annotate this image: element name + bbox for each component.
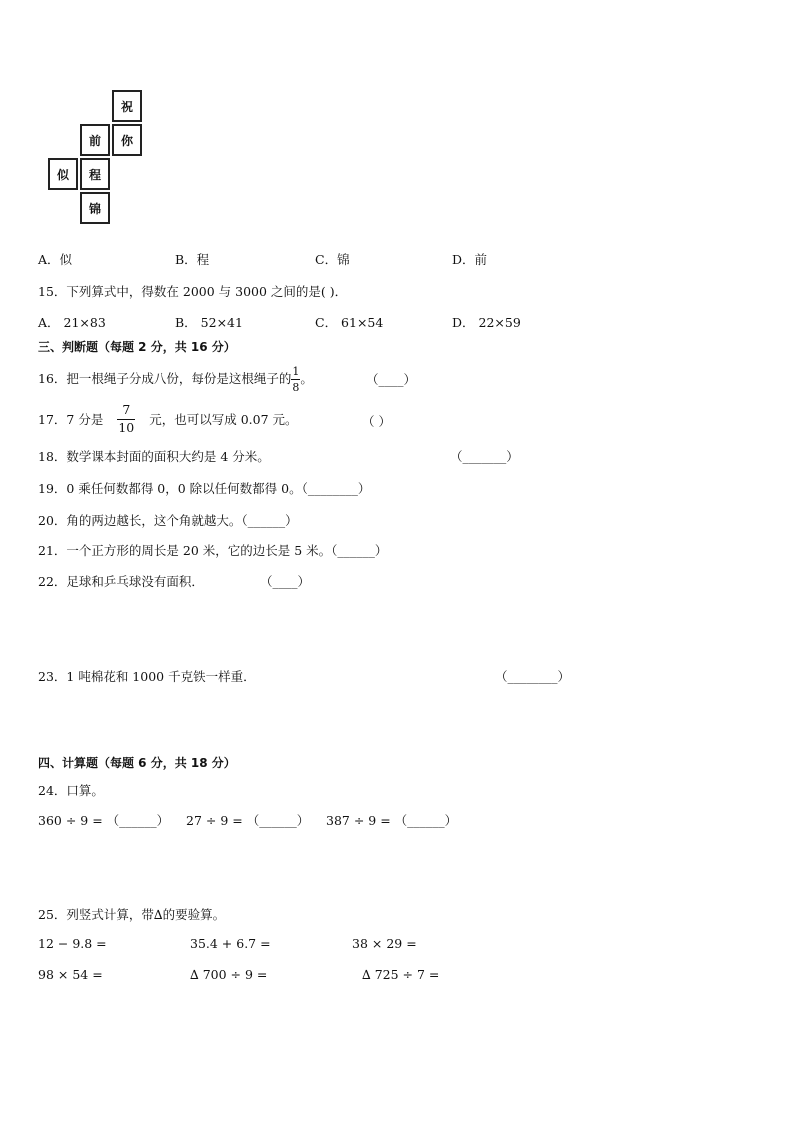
fraction-numerator: 1	[292, 365, 300, 378]
section-4-title: 四、计算题（每题 6 分，共 18 分）	[38, 756, 236, 770]
question-19: 19．0 乘任何数都得 0，0 除以任何数都得 0。（________）	[38, 481, 371, 496]
fraction	[117, 404, 135, 434]
option-d[interactable]: D． 22×59	[452, 315, 521, 330]
q16-text: 16．把一根绳子分成八份，每份是这根绳子的	[38, 371, 292, 386]
cube-net-cell: 你	[112, 124, 142, 156]
fraction-numerator: 7	[122, 402, 131, 417]
vertical-calc-item: ∆ 725 ÷ 7 =	[362, 967, 440, 982]
cube-net-cell: 锦	[80, 192, 110, 224]
option-d[interactable]: D．前	[452, 252, 488, 267]
oral-calc-item[interactable]: 360 ÷ 9 = （______）	[38, 813, 170, 828]
vertical-calc-item: 12 − 9.8 =	[38, 936, 107, 951]
question-25-stem: 25．列竖式计算，带∆的要验算。	[38, 907, 226, 922]
answer-blank[interactable]: （_______）	[450, 449, 519, 464]
section-3-title: 三、判断题（每题 2 分，共 16 分）	[38, 340, 236, 354]
cube-net-cell: 前	[80, 124, 110, 156]
oral-calc-item[interactable]: 27 ÷ 9 = （______）	[186, 813, 310, 828]
option-c[interactable]: C． 61×54	[315, 315, 384, 330]
cube-net-cell: 祝	[112, 90, 142, 122]
option-a[interactable]: A． 21×83	[38, 315, 106, 330]
answer-blank[interactable]: （____）	[366, 372, 417, 387]
option-c[interactable]: C．锦	[315, 252, 350, 267]
oral-calc-item[interactable]: 387 ÷ 9 = （______）	[326, 813, 458, 828]
q17-suffix: 元，也可以写成 0.07 元。	[149, 412, 298, 427]
question-24-stem: 24．口算。	[38, 783, 104, 798]
question-16	[38, 366, 313, 393]
answer-blank[interactable]: （ ）	[362, 414, 391, 429]
answer-blank[interactable]: （________）	[495, 669, 571, 684]
fraction-denominator: 8	[292, 381, 300, 394]
question-20: 20．角的两边越长，这个角就越大。（______）	[38, 513, 298, 528]
vertical-calc-item: 98 × 54 =	[38, 967, 103, 982]
question-22: 22．足球和乒乓球没有面积．	[38, 574, 204, 589]
vertical-calc-item: ∆ 700 ÷ 9 =	[190, 967, 268, 982]
question-21: 21．一个正方形的周长是 20 米，它的边长是 5 米。（______）	[38, 543, 388, 558]
cube-net-cell: 程	[80, 158, 110, 190]
q16-suffix: 。	[300, 371, 313, 386]
option-b[interactable]: B． 52×41	[175, 315, 243, 330]
option-a[interactable]: A．似	[38, 252, 73, 267]
question-15-stem: 15．下列算式中，得数在 2000 与 3000 之间的是( )．	[38, 284, 348, 299]
cube-net-cell: 似	[48, 158, 78, 190]
question-23: 23．1 吨棉花和 1000 千克铁一样重．	[38, 669, 256, 684]
vertical-calc-item: 38 × 29 =	[352, 936, 417, 951]
question-17	[38, 404, 298, 434]
fraction-denominator: 10	[118, 419, 135, 435]
vertical-calc-item: 35.4 + 6.7 =	[190, 936, 271, 951]
option-b[interactable]: B．程	[175, 252, 210, 267]
question-18: 18．数学课本封面的面积大约是 4 分米。	[38, 449, 270, 464]
answer-blank[interactable]: （____）	[260, 574, 311, 589]
q17-text: 17．7 分是	[38, 412, 104, 427]
